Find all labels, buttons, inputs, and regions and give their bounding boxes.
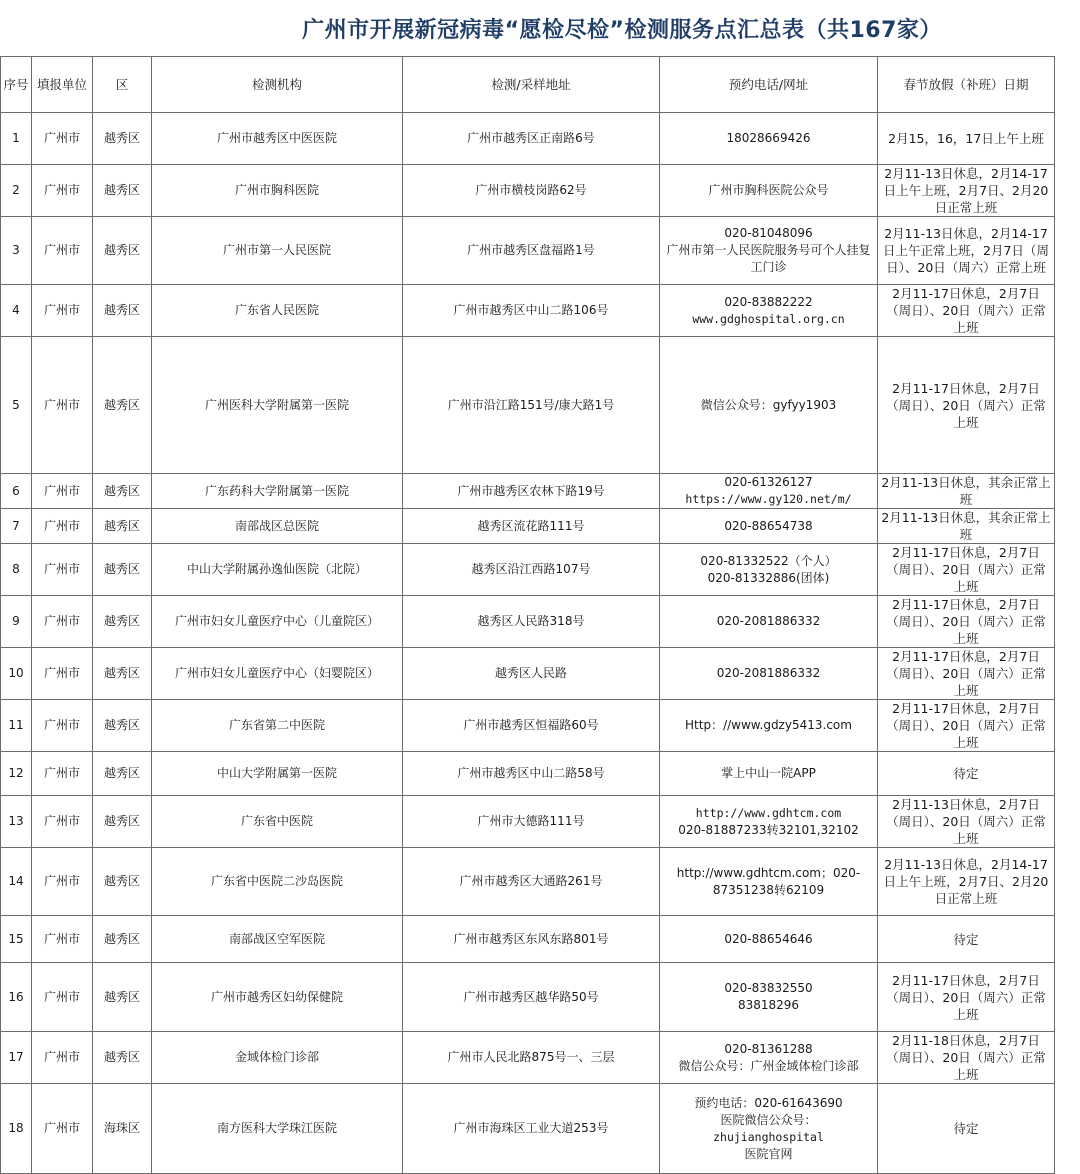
cell-holiday: 2月11-13日休息，2月7日（周日）、20日（周六）正常上班 [878,796,1055,848]
cell-district: 越秀区 [93,165,152,217]
table-row [1,217,1055,285]
header-org: 检测机构 [152,57,403,113]
cell-holiday: 2月11-17日休息，2月7日（周日）、20日（周六）正常上班 [878,285,1055,337]
cell-district: 越秀区 [93,648,152,700]
cell-unit: 广州市 [32,337,93,474]
cell-holiday: 2月11-17日休息，2月7日（周日）、20日（周六）正常上班 [878,544,1055,596]
cell-org: 广州市妇女儿童医疗中心（儿童院区） [152,596,403,648]
table-row [1,285,1055,337]
cell-seq: 16 [1,963,32,1032]
cell-contact [660,916,878,963]
cell-district: 越秀区 [93,544,152,596]
table-row [1,474,1055,509]
cell-contact [660,648,878,700]
cell-unit: 广州市 [32,596,93,648]
cell-contact [660,337,878,474]
cell-holiday: 2月11-17日休息，2月7日（周日）、20日（周六）正常上班 [878,596,1055,648]
cell-contact [660,848,878,916]
header-address: 检测/采样地址 [403,57,660,113]
cell-holiday: 2月11-13日休息，2月14-17日上午上班，2月7日、2月20日正常上班 [878,165,1055,217]
contact-line: 18028669426 [726,131,811,145]
contact-line: 微信公众号：广州金域体检门诊部 [678,1058,859,1073]
contact-line: 020-88654646 [724,931,813,946]
contact-line: https://www.gy120.net/m/ [685,492,852,506]
cell-address: 广州市越秀区大通路261号 [403,848,660,916]
cell-seq: 14 [1,848,32,916]
table-row [1,1084,1055,1174]
cell-address: 广州市海珠区工业大道253号 [403,1084,660,1174]
cell-address: 广州市沿江路151号/康大路1号 [403,337,660,474]
cell-unit: 广州市 [32,474,93,509]
header-contact: 预约电话/网址 [660,57,878,113]
cell-org: 广州市妇女儿童医疗中心（妇婴院区） [152,648,403,700]
table-row [1,113,1055,165]
cell-unit: 广州市 [32,1084,93,1174]
cell-seq: 4 [1,285,32,337]
cell-seq: 8 [1,544,32,596]
cell-unit: 广州市 [32,848,93,916]
cell-unit: 广州市 [32,165,93,217]
cell-holiday: 待定 [878,916,1055,963]
cell-holiday: 待定 [878,752,1055,796]
header-holiday: 春节放假（补班）日期 [878,57,1055,113]
table-row [1,165,1055,217]
cell-holiday: 2月11-13日休息，2月14-17日上午正常上班，2月7日（周日）、20日（周六）正常上班 [878,217,1055,285]
cell-holiday: 2月11-13日休息，其余正常上班 [878,509,1055,544]
contact-line: 020-81887233转32101,32102 [678,822,859,837]
testing-sites-table [0,56,1055,1174]
cell-address: 广州市越秀区中山二路58号 [403,752,660,796]
cell-district: 海珠区 [93,1084,152,1174]
contact-line: 83818296 [737,998,800,1012]
cell-unit: 广州市 [32,217,93,285]
contact-line: http://www.gdhtcm.com [695,805,842,820]
cell-contact [660,217,878,285]
cell-contact [660,963,878,1032]
cell-district: 越秀区 [93,916,152,963]
contact-line: 020-88654738 [724,518,813,533]
cell-unit: 广州市 [32,1032,93,1084]
cell-seq: 17 [1,1032,32,1084]
cell-org: 南部战区总医院 [152,509,403,544]
contact-line: Http：//www.gdzy5413.com [685,718,852,732]
cell-contact [660,700,878,752]
cell-district: 越秀区 [93,337,152,474]
contact-line: 020-81361288 [724,1041,813,1056]
contact-line: 医院官网 [744,1146,793,1161]
contact-line: 020-81332522（个人） [700,553,837,568]
cell-unit: 广州市 [32,544,93,596]
cell-contact [660,1084,878,1174]
cell-org: 南方医科大学珠江医院 [152,1084,403,1174]
table-row [1,963,1055,1032]
cell-contact [660,796,878,848]
cell-holiday: 2月11-13日休息，2月14-17日上午上班，2月7日、2月20日正常上班 [878,848,1055,916]
contact-line: www.gdghospital.org.cn [692,311,845,326]
cell-address: 越秀区沿江西路107号 [403,544,660,596]
table-row [1,700,1055,752]
cell-holiday: 2月11-17日休息，2月7日（周日）、20日（周六）正常上班 [878,337,1055,474]
cell-unit: 广州市 [32,648,93,700]
cell-district: 越秀区 [93,217,152,285]
table-row [1,1032,1055,1084]
cell-address: 广州市人民北路875号一、三层 [403,1032,660,1084]
cell-district: 越秀区 [93,848,152,916]
cell-contact [660,509,878,544]
cell-seq: 12 [1,752,32,796]
cell-unit: 广州市 [32,700,93,752]
contact-line: 020-83832550 [724,981,813,995]
cell-holiday: 2月11-17日休息，2月7日（周日）、20日（周六）正常上班 [878,700,1055,752]
cell-address: 广州市越秀区越华路50号 [403,963,660,1032]
table-row [1,596,1055,648]
table-row [1,337,1055,474]
contact-line: 020-2081886332 [716,666,821,680]
header-seq: 序号 [1,57,32,113]
contact-line: 医院微信公众号： [720,1112,817,1127]
cell-address: 广州市越秀区东风东路801号 [403,916,660,963]
contact-line: 广州市胸科医院公众号 [708,183,829,197]
cell-org: 金域体检门诊部 [152,1032,403,1084]
page-title: 广州市开展新冠病毒“愿检尽检”检测服务点汇总表（共167家） [302,17,942,43]
cell-seq: 6 [1,474,32,509]
header-district: 区 [93,57,152,113]
cell-unit: 广州市 [32,963,93,1032]
cell-district: 越秀区 [93,796,152,848]
contact-line: 020-81332886(团体) [707,570,830,585]
table-row [1,796,1055,848]
cell-org: 南部战区空军医院 [152,916,403,963]
cell-address: 广州市横枝岗路62号 [403,165,660,217]
cell-contact [660,113,878,165]
cell-address: 广州市越秀区恒福路60号 [403,700,660,752]
cell-holiday: 2月11-17日休息，2月7日（周日）、20日（周六）正常上班 [878,648,1055,700]
cell-district: 越秀区 [93,285,152,337]
cell-org: 广东药科大学附属第一医院 [152,474,403,509]
cell-address: 广州市越秀区农林下路19号 [403,474,660,509]
cell-org: 广州医科大学附属第一医院 [152,337,403,474]
cell-org: 广州市越秀区妇幼保健院 [152,963,403,1032]
contact-line: 020-2081886332 [716,614,821,628]
cell-org: 广东省第二中医院 [152,700,403,752]
contact-line: 广州市第一人民医院服务号可个人挂复工门诊 [666,243,871,274]
cell-seq: 5 [1,337,32,474]
cell-seq: 7 [1,509,32,544]
table-row [1,544,1055,596]
cell-holiday: 2月11-13日休息，其余正常上班 [878,474,1055,509]
table-row [1,916,1055,963]
cell-address: 越秀区人民路318号 [403,596,660,648]
cell-org: 中山大学附属第一医院 [152,752,403,796]
cell-seq: 15 [1,916,32,963]
cell-seq: 10 [1,648,32,700]
cell-seq: 18 [1,1084,32,1174]
cell-district: 越秀区 [93,113,152,165]
cell-contact [660,285,878,337]
cell-contact [660,544,878,596]
table-row [1,848,1055,916]
cell-holiday: 2月11-18日休息，2月7日（周日）、20日（周六）正常上班 [878,1032,1055,1084]
cell-address: 广州市越秀区中山二路106号 [403,285,660,337]
cell-unit: 广州市 [32,796,93,848]
cell-holiday: 2月11-17日休息，2月7日（周日）、20日（周六）正常上班 [878,963,1055,1032]
cell-org: 广东省中医院二沙岛医院 [152,848,403,916]
table-row [1,648,1055,700]
cell-org: 广东省人民医院 [152,285,403,337]
cell-district: 越秀区 [93,509,152,544]
cell-holiday: 待定 [878,1084,1055,1174]
cell-unit: 广州市 [32,509,93,544]
contact-line: 掌上中山一院APP [721,766,816,780]
cell-address: 广州市越秀区正南路6号 [403,113,660,165]
cell-unit: 广州市 [32,752,93,796]
header-unit: 填报单位 [32,57,93,113]
cell-district: 越秀区 [93,700,152,752]
cell-contact [660,165,878,217]
cell-seq: 13 [1,796,32,848]
cell-district: 越秀区 [93,963,152,1032]
cell-seq: 3 [1,217,32,285]
cell-address: 越秀区人民路 [403,648,660,700]
contact-line: http://www.gdhtcm.com；020-87351238转62109 [676,865,861,897]
cell-org: 广州市越秀区中医医院 [152,113,403,165]
cell-contact [660,596,878,648]
cell-district: 越秀区 [93,474,152,509]
contact-line: 020-83882222 [724,294,813,309]
cell-address: 越秀区流花路111号 [403,509,660,544]
cell-seq: 11 [1,700,32,752]
header-row [1,57,1055,113]
contact-line: 020-61326127 [724,475,813,489]
table-row [1,509,1055,544]
cell-unit: 广州市 [32,285,93,337]
contact-line: 微信公众号：gyfyy1903 [700,397,837,412]
cell-unit: 广州市 [32,113,93,165]
cell-address: 广州市大德路111号 [403,796,660,848]
cell-seq: 2 [1,165,32,217]
table-row [1,752,1055,796]
cell-seq: 9 [1,596,32,648]
cell-district: 越秀区 [93,596,152,648]
cell-contact [660,474,878,509]
cell-holiday: 2月15，16，17日上午上班 [878,113,1055,165]
cell-org: 广州市第一人民医院 [152,217,403,285]
contact-line: 预约电话：020-61643690 [694,1095,843,1110]
cell-contact [660,752,878,796]
cell-org: 广东省中医院 [152,796,403,848]
contact-line: zhujianghospital [713,1129,824,1144]
cell-seq: 1 [1,113,32,165]
cell-unit: 广州市 [32,916,93,963]
cell-address: 广州市越秀区盘福路1号 [403,217,660,285]
cell-district: 越秀区 [93,1032,152,1084]
contact-line: 020-81048096 [724,226,813,240]
cell-org: 中山大学附属孙逸仙医院（北院） [152,544,403,596]
cell-contact [660,1032,878,1084]
cell-org: 广州市胸科医院 [152,165,403,217]
cell-district: 越秀区 [93,752,152,796]
